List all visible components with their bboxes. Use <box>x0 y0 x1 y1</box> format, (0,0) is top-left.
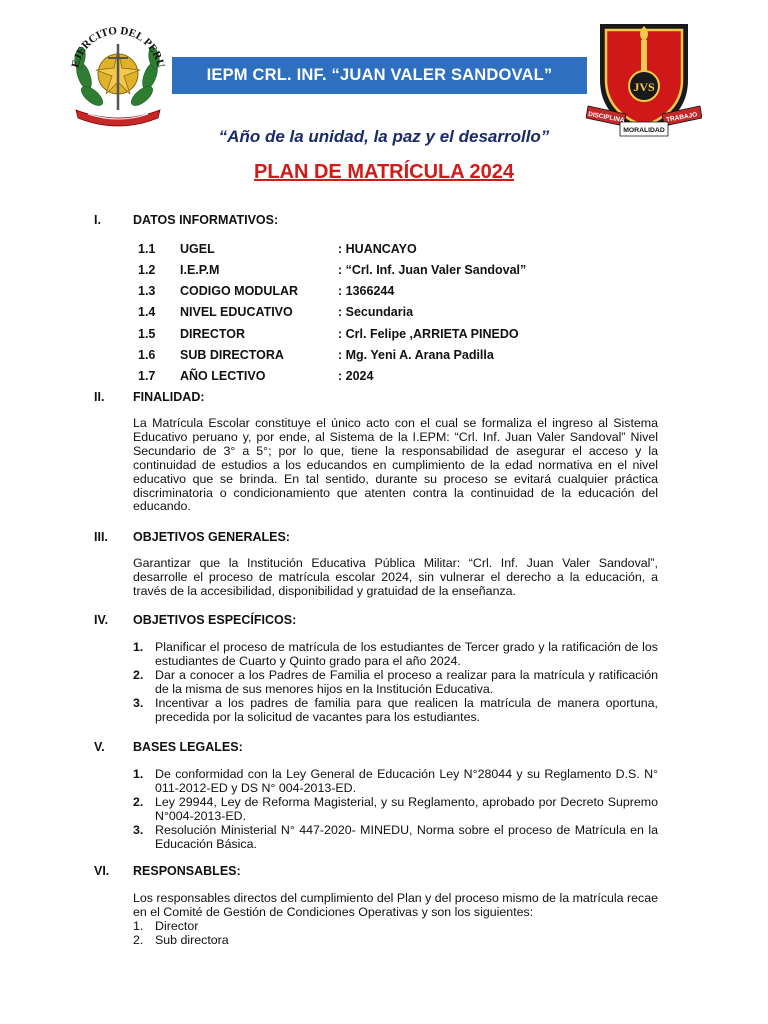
list-item-text: Ley 29944, Ley de Reforma Magisterial, y su Reglamento, aprobado por Decreto Supremo N°004-2013-ED. <box>155 794 658 823</box>
info-value: : Mg. Yeni A. Arana Padilla <box>338 348 494 362</box>
list-item <box>133 669 658 697</box>
info-value: : “Crl. Inf. Juan Valer Sandoval” <box>338 263 527 277</box>
section-title: BASES LEGALES: <box>133 740 243 754</box>
list-item <box>133 796 658 824</box>
list-item-text: Dar a conocer a los Padres de Familia el proceso a realizar para la matrícula y ratificación de la misma de sus menores hijos en la Institución Educativa. <box>155 667 658 696</box>
info-number: 1.4 <box>138 305 156 319</box>
banner-text: IEPM CRL. INF. “JUAN VALER SANDOVAL” <box>206 66 553 84</box>
list-item-number: 2. <box>133 794 144 809</box>
info-number: 1.1 <box>138 242 156 256</box>
school-name-banner <box>172 57 587 94</box>
section-number: IV. <box>94 613 109 627</box>
list-item <box>133 697 658 725</box>
list-item-text: Incentivar a los padres de familia para que realicen la matrícula de manera oportuna, precedida por la solicitud de vacantes para los estudiantes. <box>155 695 658 724</box>
info-label: CODIGO MODULAR <box>180 284 299 298</box>
section-number: V. <box>94 740 105 754</box>
info-number: 1.6 <box>138 348 156 362</box>
ejercito-del-peru-emblem <box>62 14 172 132</box>
svg-text:MORALIDAD: MORALIDAD <box>623 127 665 134</box>
section-title: OBJETIVOS GENERALES: <box>133 530 290 544</box>
list-item <box>133 920 658 934</box>
list-item <box>133 934 658 948</box>
list-item-number: 2. <box>133 932 144 947</box>
info-label: UGEL <box>180 242 215 256</box>
info-value: : Crl. Felipe ,ARRIETA PINEDO <box>338 327 519 341</box>
list-item-number: 1. <box>133 767 144 781</box>
svg-text:TRABAJO: TRABAJO <box>665 111 698 124</box>
finalidad-paragraph: La Matrícula Escolar constituye el único acto con el cual se formaliza el ingreso al Sistema Educativo peruano y, por ende, al Sistema de la I.EPM: “Crl. Inf. Juan Valer Sandoval” Nivel Secundario de 3° a 5°; por lo que, tiene la responsabilidad de asegurar el acceso y la continuidad de estudios a los educandos en cumplimiento de la edad normativa en el nivel educativo que se brinda. En tal sentido, durante su proceso se evitará cualquier práctica discriminatoria o condicionamiento que atenten contra la continuidad de la educación del educando. <box>133 416 658 514</box>
section-number: VI. <box>94 864 110 878</box>
list-item-text: Resolución Ministerial N° 447-2020- MINEDU, Norma sobre el proceso de Matrícula en la Educación Básica. <box>155 822 658 851</box>
info-value: : Secundaria <box>338 305 414 319</box>
info-label: SUB DIRECTORA <box>180 348 284 362</box>
info-value: : 2024 <box>338 369 374 383</box>
list-item <box>133 768 658 796</box>
info-label: NIVEL EDUCATIVO <box>180 305 293 319</box>
list-item-text: Director <box>155 919 199 933</box>
objetivos-generales-paragraph: Garantizar que la Institución Educativa Pública Militar: “Crl. Inf. Juan Valer Sandoval”, desarrolle el proceso de matrícula escolar 2024, sin vulnerar el derecho a la educación, a través de la accesibilidad, disponibilidad y gratuidad de la enseñanza. <box>133 556 658 598</box>
info-value: : HUANCAYO <box>338 242 417 256</box>
section-title: RESPONSABLES: <box>133 864 241 878</box>
objetivos-especificos-list <box>133 641 658 724</box>
list-item-number: 2. <box>133 667 144 682</box>
responsables-list <box>133 920 658 948</box>
svg-text:DISCIPLINA: DISCIPLINA <box>587 110 626 125</box>
list-item-text: Planificar el proceso de matrícula de los estudiantes de Tercer grado y la ratificación de los estudiantes de Cuarto y Quinto grado para el año 2024. <box>155 640 658 668</box>
section-title: FINALIDAD: <box>133 390 205 404</box>
list-item-number: 3. <box>133 822 144 837</box>
list-item-text: Sub directora <box>155 932 229 947</box>
info-number: 1.2 <box>138 263 156 277</box>
section-title: OBJETIVOS ESPECÍFICOS: <box>133 613 297 627</box>
svg-text:EJERCITO DEL PERU: EJERCITO DEL PERU <box>69 24 167 69</box>
info-label: I.E.P.M <box>180 263 220 277</box>
section-number: II. <box>94 390 105 404</box>
list-item-number: 1. <box>133 919 144 933</box>
document-title: PLAN DE MATRÍCULA 2024 <box>253 161 515 183</box>
section-number: III. <box>94 530 108 544</box>
info-label: DIRECTOR <box>180 327 246 341</box>
info-number: 1.3 <box>138 284 156 298</box>
year-motto: “Año de la unidad, la paz y el desarrollo” <box>218 127 550 146</box>
list-item-number: 1. <box>133 640 144 654</box>
info-label: AÑO LECTIVO <box>180 369 266 383</box>
info-number: 1.5 <box>138 327 156 341</box>
responsables-intro: Los responsables directos del cumplimiento del Plan y del proceso mismo de la matrícula recae en el Comité de Gestión de Condiciones Operativas y son los siguientes: <box>133 891 658 919</box>
svg-text:JVS: JVS <box>633 80 655 94</box>
list-item <box>133 641 658 669</box>
info-value: : 1366244 <box>338 284 395 298</box>
list-item-text: De conformidad con la Ley General de Educación Ley N°28044 y su Reglamento D.S. N° 011-2012-ED y DS N° 004-2013-ED. <box>155 767 658 795</box>
info-number: 1.7 <box>138 369 156 383</box>
section-title: DATOS INFORMATIVOS: <box>133 213 279 227</box>
list-item-number: 3. <box>133 695 144 710</box>
bases-legales-list <box>133 768 658 851</box>
list-item <box>133 824 658 852</box>
section-number: I. <box>94 213 101 227</box>
